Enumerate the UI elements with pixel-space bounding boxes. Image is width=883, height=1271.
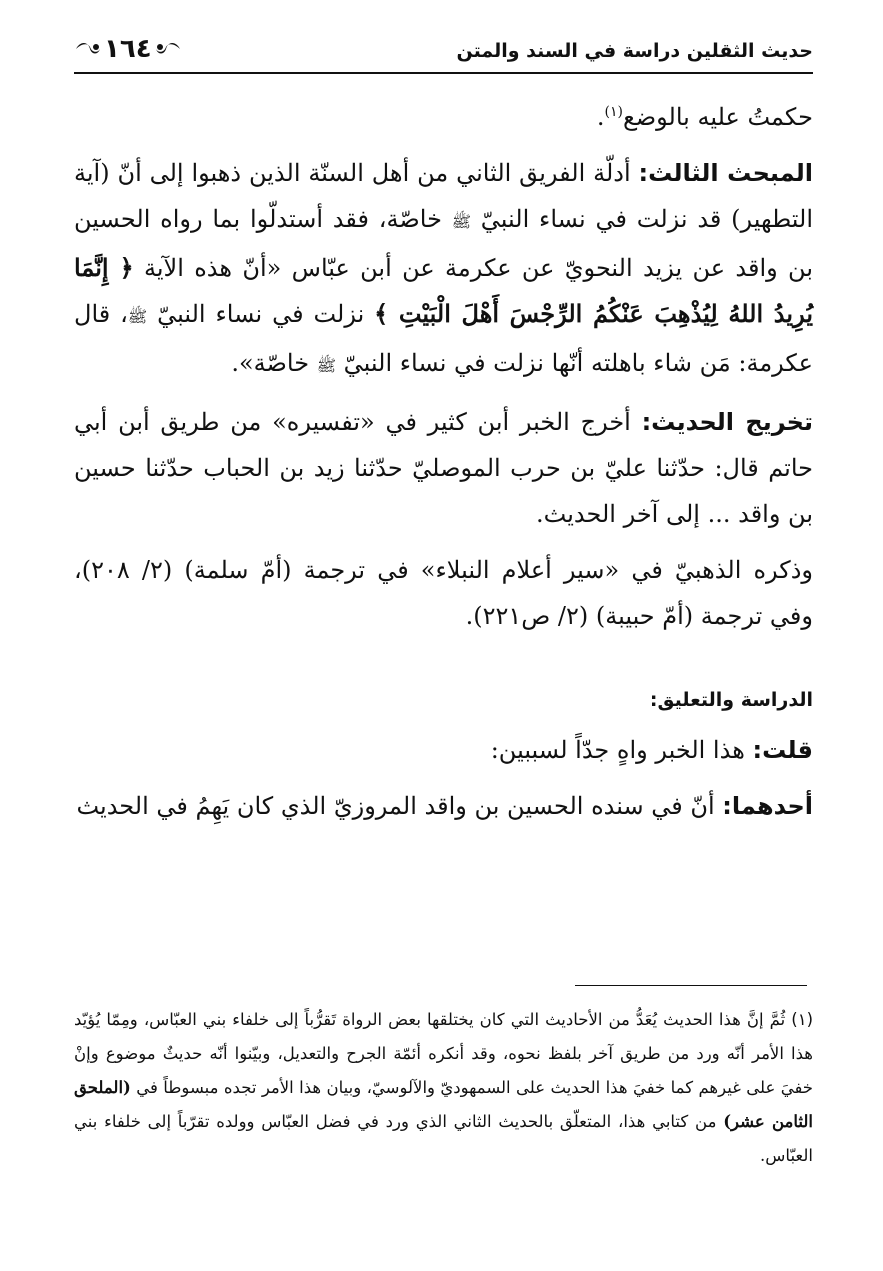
paragraph-text: خاصّة، فقد أستدلّوا بما رواه الحسين بن واقد عن يزيد النحويّ عن عكرمة عن أبن عبّاس «أنّ هذه الآية	[74, 205, 814, 282]
paragraph-text: حكمتُ عليه بالوضع	[622, 103, 813, 131]
salutation-glyph: ﷺ	[316, 356, 337, 375]
section-lead-third-topic: المبحث الثالث:	[638, 159, 813, 187]
paragraph-text: خاصّة».	[231, 349, 317, 377]
footnotes	[74, 1003, 813, 1173]
section-heading-study: الدراسة والتعليق:	[649, 689, 813, 711]
footnote-text: من كتابي هذا، المتعلّق بالحديث الثاني الذي ورد في فضل العبّاس وولده تقرّباً إلى خلفاء بني العبّاس.	[74, 1112, 813, 1165]
page-number-block	[74, 34, 182, 64]
lead-qult: قلت:	[752, 736, 813, 764]
main-text	[74, 94, 813, 839]
footnote-1	[74, 1003, 813, 1173]
ornament-right-icon	[154, 39, 182, 59]
paragraph-5	[74, 727, 813, 773]
paragraph-3	[74, 399, 813, 537]
footnote-number: (١)	[791, 1010, 813, 1029]
paragraph-text: وذكره الذهبيّ في «سير أعلام النبلاء» في ترجمة (أمّ سلمة) (٢/ ٢٠٨)، وفي ترجمة (أمّ حبيبة) (٢/ ص٢٢١).	[74, 556, 814, 630]
paragraph-end: .	[596, 103, 605, 131]
paragraph-text: أنّ في سنده الحسين بن واقد المروزيّ الذي كان يَهِمُ في الحديث	[76, 792, 723, 820]
quran-verse: ﴿ إِنَّمَا يُرِيدُ اللهُ لِيُذْهِبَ عَنْكُمُ الرِّجْسَ أَهْلَ الْبَيْتِ ﴾	[74, 253, 813, 328]
paragraph-text: نزلت في نساء النبيّ	[147, 300, 375, 328]
ornament-left-icon	[74, 39, 102, 59]
paragraph-6	[74, 783, 813, 829]
section-lead-takhrij: تخريج الحديث:	[641, 408, 813, 436]
paragraph-text: ، قال عكرمة: مَن شاء باهلته أنّها نزلت في نساء النبيّ	[74, 300, 813, 377]
footnote-text: ثُمَّ إنَّ هذا الحديث يُعَدُّ من الأحاديث التي كان يختلقها بعض الرواة تَقرُّباً إلى خلفاء بني العبّاس، ومِمّا يُؤيّد هذا الأمر أنّه ورد من طريق آخر بلفظ نحوه، وقد أنكره أئمّة الجرح والتعديل، وبيّنوا أنّه حديثٌ موضوع وإنْ خفيَ على غيرهم كما خفيَ هذا الحديث على السمهوديّ والآلوسيّ، وبيان هذا الأمر تجده مبسوطاً في	[74, 1010, 813, 1097]
page-number: ١٦٤	[104, 34, 152, 64]
page-header	[74, 30, 813, 74]
lead-first-reason: أحدهما:	[722, 792, 813, 820]
salutation-glyph: ﷺ	[127, 307, 148, 326]
running-title: حديث الثقلين دراسة في السند والمتن	[456, 40, 813, 62]
footnote-appendix-ref: (الملحق الثامن عشر)	[74, 1078, 813, 1131]
footnote-reference[interactable]: (١)	[604, 104, 623, 120]
paragraph-text: هذا الخبر واهٍ جدّاً لسببين:	[490, 736, 753, 764]
paragraph-2	[74, 150, 813, 389]
paragraph-4	[74, 547, 813, 639]
paragraph-text: أخرج الخبر أبن كثير في «تفسيره» من طريق أبن أبي حاتم قال: حدّثنا عليّ بن حرب الموصليّ حدّثنا زيد بن الحباب حدّثنا حسين بن واقد ... إلى آخر الحديث.	[74, 408, 813, 528]
header-divider	[74, 72, 813, 74]
footnote-divider	[575, 985, 807, 986]
paragraph-1	[74, 94, 813, 140]
salutation-glyph: ﷺ	[451, 212, 472, 231]
paragraph-text: أدلّة الفريق الثاني من أهل السنّة الذين ذهبوا إلى أنّ (آية التطهير) قد نزلت في نساء النبيّ	[74, 159, 813, 233]
